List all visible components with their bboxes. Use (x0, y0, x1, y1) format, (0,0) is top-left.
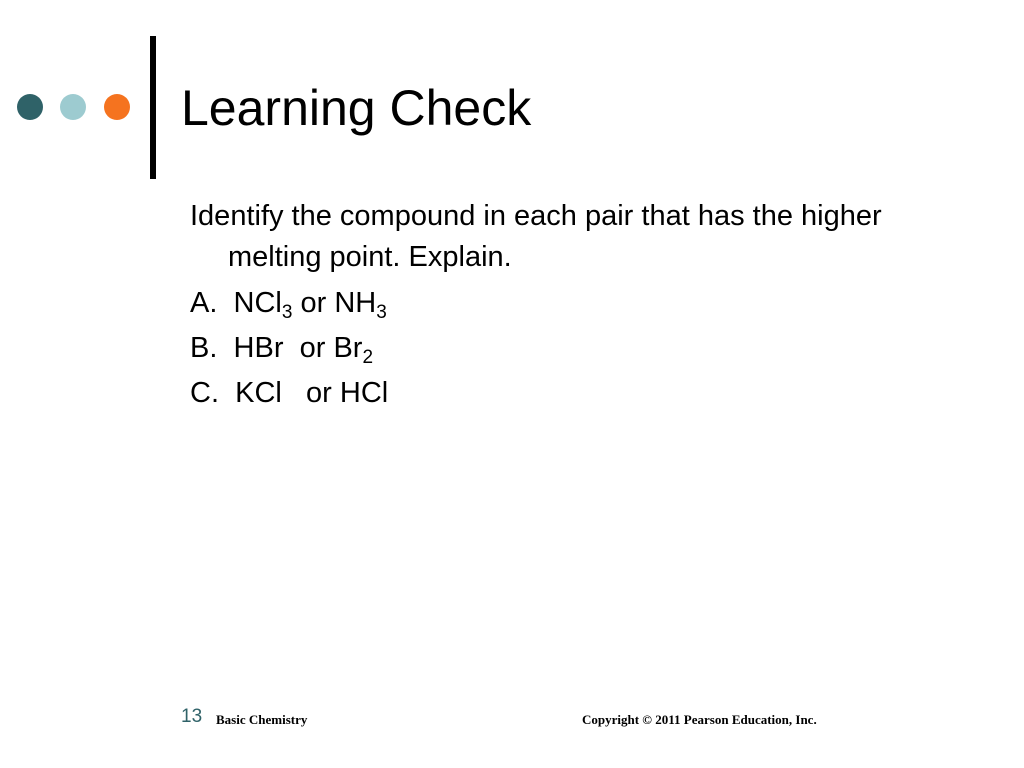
decorative-dot-dark (17, 94, 43, 120)
item-or: or (283, 332, 334, 364)
item-gap (217, 287, 233, 319)
decorative-dot-orange (104, 94, 130, 120)
answer-item-b (190, 327, 980, 369)
slide-number: 13 (181, 706, 203, 727)
decorative-dot-light (60, 94, 86, 120)
subscript: 3 (281, 302, 293, 323)
compound-2: HCl (339, 377, 389, 409)
title-divider-bar (150, 36, 156, 179)
item-gap (217, 332, 233, 364)
compound-1: NCl (233, 287, 282, 319)
item-letter: C. (190, 377, 219, 409)
subscript: 3 (376, 302, 387, 323)
compound-2: Br (333, 332, 363, 364)
compound-2: NH (334, 287, 377, 319)
item-letter: A. (190, 287, 218, 319)
subscript: 2 (362, 347, 374, 368)
footer-copyright: Copyright © 2011 Pearson Education, Inc. (582, 712, 817, 727)
item-or: or (292, 287, 335, 319)
item-or: or (281, 377, 340, 409)
item-letter: B. (190, 332, 218, 364)
slide-title: Learning Check (181, 80, 532, 136)
slide-body (190, 196, 980, 417)
question-prompt: Identify the compound in each pair that has the higher melting point. Explain. (190, 200, 882, 273)
item-gap (219, 377, 235, 409)
compound-1: HBr (233, 332, 284, 364)
compound-1: KCl (235, 377, 282, 409)
answer-item-c (190, 372, 980, 414)
answer-item-a (190, 282, 980, 324)
footer-course-title: Basic Chemistry (216, 712, 308, 727)
